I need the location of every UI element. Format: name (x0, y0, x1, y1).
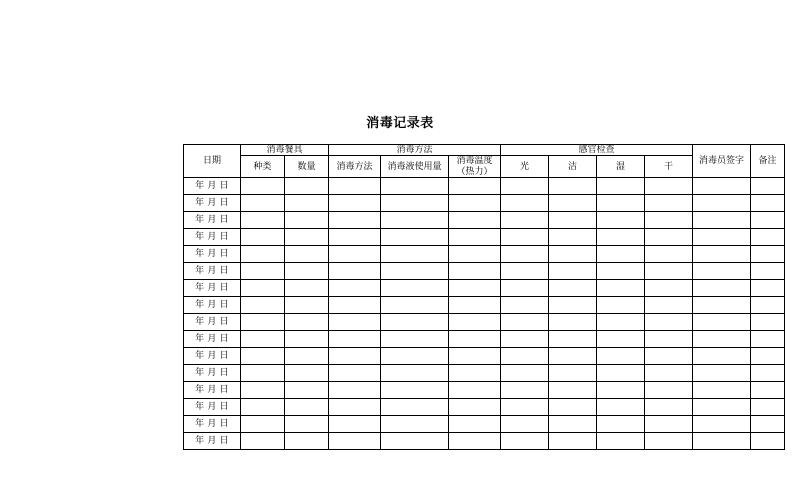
cell-gan[interactable] (645, 365, 693, 382)
cell-jie[interactable] (549, 229, 597, 246)
cell-shi[interactable] (597, 399, 645, 416)
cell-remarks[interactable] (751, 263, 785, 280)
cell-quantity[interactable] (285, 331, 329, 348)
cell-signature[interactable] (693, 246, 751, 263)
cell-date[interactable]: 年 月 日 (184, 297, 241, 314)
cell-temperature[interactable] (449, 331, 501, 348)
page-title: 消毒记录表 (366, 116, 434, 131)
cell-guang[interactable] (501, 382, 549, 399)
header-sensory-check: 感官检查 (501, 145, 693, 156)
cell-jie[interactable] (549, 416, 597, 433)
cell-quantity[interactable] (285, 365, 329, 382)
cell-liquid[interactable] (381, 433, 449, 450)
cell-guang[interactable] (501, 433, 549, 450)
cell-method[interactable] (329, 246, 381, 263)
cell-remarks[interactable] (751, 178, 785, 195)
table-row (184, 348, 785, 365)
cell-signature[interactable] (693, 399, 751, 416)
cell-gan[interactable] (645, 433, 693, 450)
cell-date[interactable]: 年 月 日 (184, 280, 241, 297)
cell-method[interactable] (329, 331, 381, 348)
cell-guang[interactable] (501, 246, 549, 263)
subheader-jie: 洁 (549, 156, 597, 178)
cell-guang[interactable] (501, 178, 549, 195)
subheader-quantity: 数量 (285, 156, 329, 178)
cell-signature[interactable] (693, 331, 751, 348)
cell-date[interactable]: 年 月 日 (184, 365, 241, 382)
cell-quantity[interactable] (285, 178, 329, 195)
cell-quantity[interactable] (285, 314, 329, 331)
cell-remarks[interactable] (751, 229, 785, 246)
cell-guang[interactable] (501, 331, 549, 348)
cell-shi[interactable] (597, 280, 645, 297)
cell-liquid[interactable] (381, 382, 449, 399)
cell-shi[interactable] (597, 331, 645, 348)
subheader-kind: 种类 (241, 156, 285, 178)
cell-jie[interactable] (549, 382, 597, 399)
cell-temperature[interactable] (449, 297, 501, 314)
cell-signature[interactable] (693, 433, 751, 450)
cell-kind[interactable] (241, 195, 285, 212)
table-row (184, 280, 785, 297)
subheader-temperature (449, 156, 501, 178)
cell-method[interactable] (329, 314, 381, 331)
cell-date[interactable]: 年 月 日 (184, 331, 241, 348)
cell-temperature[interactable] (449, 365, 501, 382)
cell-signature[interactable] (693, 195, 751, 212)
cell-kind[interactable] (241, 433, 285, 450)
cell-liquid[interactable] (381, 280, 449, 297)
cell-remarks[interactable] (751, 382, 785, 399)
cell-gan[interactable] (645, 280, 693, 297)
cell-jie[interactable] (549, 331, 597, 348)
cell-quantity[interactable] (285, 399, 329, 416)
cell-jie[interactable] (549, 246, 597, 263)
cell-remarks[interactable] (751, 365, 785, 382)
cell-liquid[interactable] (381, 365, 449, 382)
cell-gan[interactable] (645, 382, 693, 399)
cell-liquid[interactable] (381, 246, 449, 263)
table-row (184, 433, 785, 450)
disinfection-record-table-wrapper (183, 144, 785, 450)
subheader-temperature-line1: 消毒温度 (456, 156, 493, 167)
cell-shi[interactable] (597, 348, 645, 365)
cell-temperature[interactable] (449, 195, 501, 212)
cell-remarks[interactable] (751, 246, 785, 263)
cell-temperature[interactable] (449, 433, 501, 450)
cell-gan[interactable] (645, 314, 693, 331)
cell-quantity[interactable] (285, 297, 329, 314)
cell-kind[interactable] (241, 178, 285, 195)
cell-signature[interactable] (693, 280, 751, 297)
cell-jie[interactable] (549, 280, 597, 297)
cell-temperature[interactable] (449, 263, 501, 280)
cell-jie[interactable] (549, 195, 597, 212)
cell-liquid[interactable] (381, 212, 449, 229)
table-row (184, 314, 785, 331)
header-method-group: 消毒方法 (329, 145, 501, 156)
cell-remarks[interactable] (751, 195, 785, 212)
cell-shi[interactable] (597, 382, 645, 399)
cell-date[interactable]: 年 月 日 (184, 212, 241, 229)
cell-date[interactable]: 年 月 日 (184, 246, 241, 263)
cell-guang[interactable] (501, 348, 549, 365)
cell-shi[interactable] (597, 212, 645, 229)
subheader-gan: 干 (645, 156, 693, 178)
cell-gan[interactable] (645, 399, 693, 416)
cell-liquid[interactable] (381, 263, 449, 280)
cell-signature[interactable] (693, 416, 751, 433)
table-row (184, 399, 785, 416)
cell-kind[interactable] (241, 212, 285, 229)
cell-shi[interactable] (597, 178, 645, 195)
cell-kind[interactable] (241, 280, 285, 297)
cell-quantity[interactable] (285, 280, 329, 297)
cell-signature[interactable] (693, 229, 751, 246)
table-row (184, 365, 785, 382)
cell-shi[interactable] (597, 195, 645, 212)
cell-method[interactable] (329, 195, 381, 212)
header-tableware: 消毒餐具 (241, 145, 329, 156)
cell-guang[interactable] (501, 280, 549, 297)
cell-method[interactable] (329, 297, 381, 314)
cell-gan[interactable] (645, 331, 693, 348)
cell-quantity[interactable] (285, 195, 329, 212)
cell-quantity[interactable] (285, 416, 329, 433)
table-row (184, 382, 785, 399)
cell-quantity[interactable] (285, 246, 329, 263)
cell-method[interactable] (329, 280, 381, 297)
cell-liquid[interactable] (381, 399, 449, 416)
table-row (184, 297, 785, 314)
cell-jie[interactable] (549, 314, 597, 331)
cell-shi[interactable] (597, 365, 645, 382)
cell-temperature[interactable] (449, 399, 501, 416)
cell-date[interactable]: 年 月 日 (184, 263, 241, 280)
cell-kind[interactable] (241, 399, 285, 416)
table-row (184, 229, 785, 246)
cell-temperature[interactable] (449, 212, 501, 229)
cell-date[interactable]: 年 月 日 (184, 382, 241, 399)
cell-gan[interactable] (645, 229, 693, 246)
cell-method[interactable] (329, 382, 381, 399)
table-body (184, 178, 785, 450)
table-row (184, 178, 785, 195)
header-remarks: 备注 (751, 145, 785, 178)
cell-gan[interactable] (645, 416, 693, 433)
cell-date[interactable]: 年 月 日 (184, 314, 241, 331)
cell-guang[interactable] (501, 229, 549, 246)
cell-shi[interactable] (597, 229, 645, 246)
header-operator-signature: 消毒员签字 (693, 145, 751, 178)
cell-date[interactable]: 年 月 日 (184, 416, 241, 433)
cell-kind[interactable] (241, 331, 285, 348)
cell-date[interactable]: 年 月 日 (184, 178, 241, 195)
table-row (184, 246, 785, 263)
cell-liquid[interactable] (381, 314, 449, 331)
cell-quantity[interactable] (285, 348, 329, 365)
cell-jie[interactable] (549, 263, 597, 280)
cell-temperature[interactable] (449, 178, 501, 195)
cell-remarks[interactable] (751, 212, 785, 229)
cell-guang[interactable] (501, 212, 549, 229)
cell-kind[interactable] (241, 229, 285, 246)
cell-gan[interactable] (645, 246, 693, 263)
subheader-shi: 湿 (597, 156, 645, 178)
cell-kind[interactable] (241, 416, 285, 433)
cell-quantity[interactable] (285, 229, 329, 246)
cell-temperature[interactable] (449, 314, 501, 331)
cell-guang[interactable] (501, 399, 549, 416)
cell-signature[interactable] (693, 314, 751, 331)
cell-temperature[interactable] (449, 416, 501, 433)
table-row (184, 195, 785, 212)
cell-shi[interactable] (597, 263, 645, 280)
cell-signature[interactable] (693, 382, 751, 399)
cell-signature[interactable] (693, 178, 751, 195)
cell-jie[interactable] (549, 212, 597, 229)
cell-date[interactable]: 年 月 日 (184, 229, 241, 246)
cell-method[interactable] (329, 348, 381, 365)
cell-kind[interactable] (241, 297, 285, 314)
subheader-liquid-usage: 消毒液使用量 (381, 156, 449, 178)
cell-quantity[interactable] (285, 263, 329, 280)
cell-date[interactable]: 年 月 日 (184, 348, 241, 365)
cell-signature[interactable] (693, 297, 751, 314)
cell-jie[interactable] (549, 178, 597, 195)
cell-method[interactable] (329, 416, 381, 433)
cell-temperature[interactable] (449, 280, 501, 297)
cell-remarks[interactable] (751, 433, 785, 450)
cell-method[interactable] (329, 365, 381, 382)
cell-remarks[interactable] (751, 416, 785, 433)
cell-quantity[interactable] (285, 212, 329, 229)
cell-kind[interactable] (241, 314, 285, 331)
cell-method[interactable] (329, 212, 381, 229)
cell-liquid[interactable] (381, 297, 449, 314)
table-row (184, 331, 785, 348)
table-row (184, 416, 785, 433)
subheader-method: 消毒方法 (329, 156, 381, 178)
cell-jie[interactable] (549, 348, 597, 365)
cell-jie[interactable] (549, 399, 597, 416)
cell-gan[interactable] (645, 212, 693, 229)
cell-remarks[interactable] (751, 280, 785, 297)
cell-shi[interactable] (597, 416, 645, 433)
cell-guang[interactable] (501, 263, 549, 280)
cell-shi[interactable] (597, 433, 645, 450)
cell-kind[interactable] (241, 382, 285, 399)
cell-remarks[interactable] (751, 297, 785, 314)
cell-remarks[interactable] (751, 399, 785, 416)
disinfection-record-table (183, 144, 785, 450)
cell-guang[interactable] (501, 416, 549, 433)
cell-signature[interactable] (693, 212, 751, 229)
cell-kind[interactable] (241, 246, 285, 263)
cell-date[interactable]: 年 月 日 (184, 399, 241, 416)
cell-liquid[interactable] (381, 416, 449, 433)
cell-jie[interactable] (549, 433, 597, 450)
cell-gan[interactable] (645, 263, 693, 280)
cell-signature[interactable] (693, 365, 751, 382)
cell-guang[interactable] (501, 195, 549, 212)
cell-liquid[interactable] (381, 178, 449, 195)
cell-guang[interactable] (501, 365, 549, 382)
cell-remarks[interactable] (751, 348, 785, 365)
cell-liquid[interactable] (381, 331, 449, 348)
cell-kind[interactable] (241, 365, 285, 382)
cell-remarks[interactable] (751, 331, 785, 348)
cell-method[interactable] (329, 263, 381, 280)
cell-liquid[interactable] (381, 229, 449, 246)
table-header-group-row (184, 145, 785, 156)
cell-signature[interactable] (693, 348, 751, 365)
cell-jie[interactable] (549, 365, 597, 382)
table-row (184, 212, 785, 229)
header-date: 日期 (184, 145, 241, 178)
cell-date[interactable]: 年 月 日 (184, 195, 241, 212)
cell-gan[interactable] (645, 297, 693, 314)
subheader-temperature-line2: （热力） (456, 166, 493, 177)
cell-liquid[interactable] (381, 195, 449, 212)
cell-temperature[interactable] (449, 229, 501, 246)
cell-kind[interactable] (241, 263, 285, 280)
subheader-guang: 光 (501, 156, 549, 178)
cell-shi[interactable] (597, 314, 645, 331)
cell-remarks[interactable] (751, 314, 785, 331)
cell-temperature[interactable] (449, 348, 501, 365)
table-row (184, 263, 785, 280)
cell-gan[interactable] (645, 195, 693, 212)
cell-shi[interactable] (597, 297, 645, 314)
cell-method[interactable] (329, 399, 381, 416)
cell-shi[interactable] (597, 246, 645, 263)
cell-method[interactable] (329, 229, 381, 246)
cell-kind[interactable] (241, 348, 285, 365)
cell-jie[interactable] (549, 297, 597, 314)
cell-method[interactable] (329, 178, 381, 195)
cell-gan[interactable] (645, 178, 693, 195)
cell-guang[interactable] (501, 297, 549, 314)
cell-gan[interactable] (645, 348, 693, 365)
cell-signature[interactable] (693, 263, 751, 280)
cell-quantity[interactable] (285, 382, 329, 399)
cell-date[interactable]: 年 月 日 (184, 433, 241, 450)
cell-quantity[interactable] (285, 433, 329, 450)
cell-temperature[interactable] (449, 382, 501, 399)
cell-method[interactable] (329, 433, 381, 450)
cell-liquid[interactable] (381, 348, 449, 365)
cell-temperature[interactable] (449, 246, 501, 263)
cell-guang[interactable] (501, 314, 549, 331)
